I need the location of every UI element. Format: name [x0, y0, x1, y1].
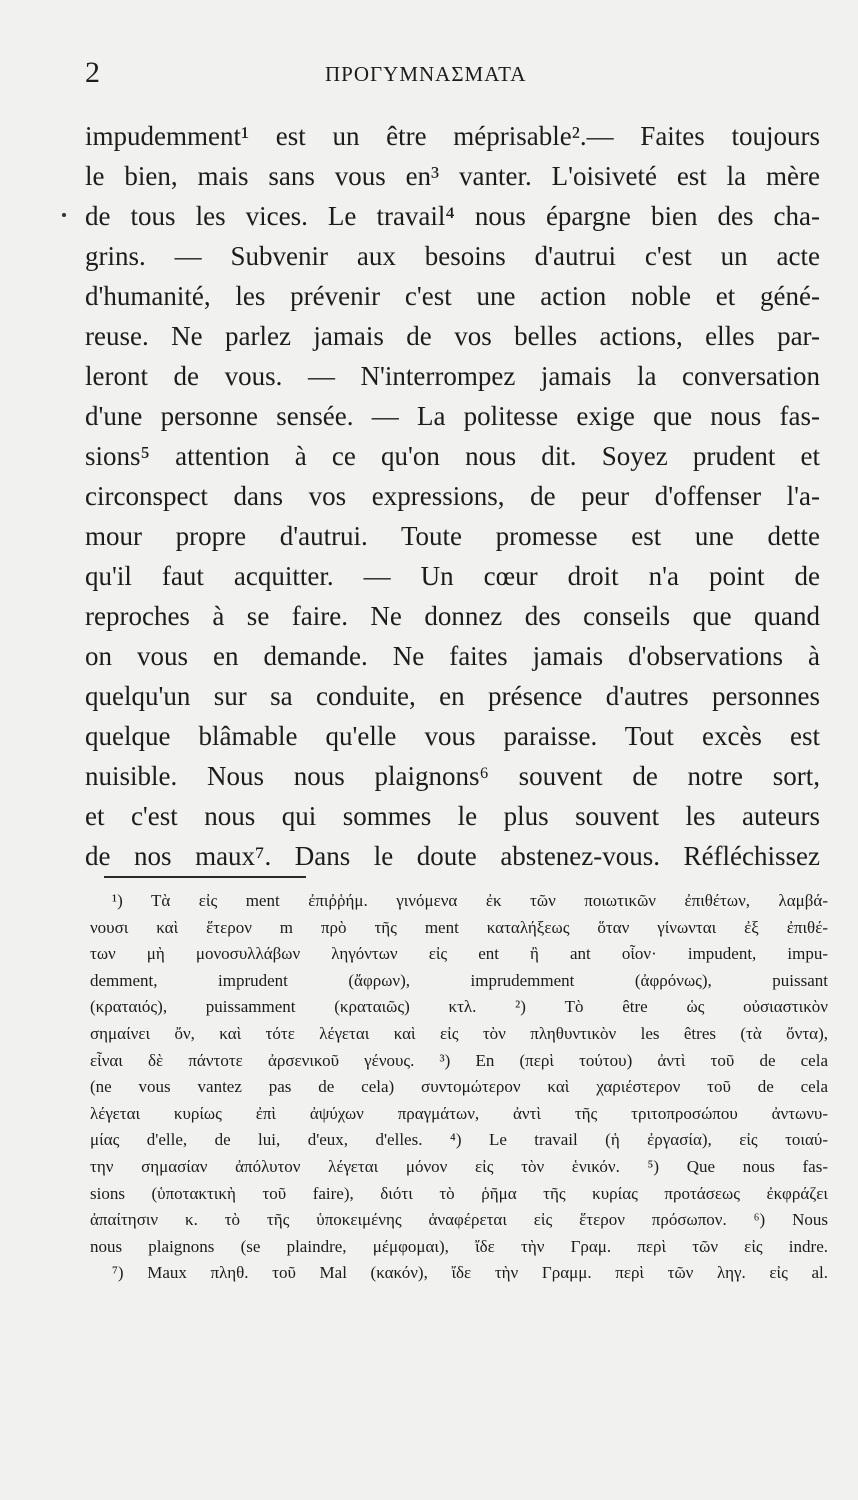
- text-line: et c'est nous qui sommes le plus souvent les auteurs: [85, 801, 820, 831]
- text-line: reproches à se faire. Ne donnez des conseils que quand: [85, 601, 820, 631]
- text-line: sions⁵ attention à ce qu'on nous dit. Soyez prudent et: [85, 441, 820, 471]
- footnote-line: ⁷) Maux πληθ. τοῦ Mal (κακόν), ἴδε τὴν Γραμμ. περὶ τῶν ληγ. εἰς al.: [112, 1263, 828, 1283]
- text-line: grins. — Subvenir aux besoins d'autrui c'est un acte: [85, 241, 820, 271]
- footnote-line: ¹) Τὰ εἰς ment ἐπιῤῥήμ. γινόμενα ἐκ τῶν ποιωτικῶν ἐπιθέτων, λαμβά-: [112, 891, 828, 910]
- text-line: leront de vous. — N'interrompez jamais la conversation: [85, 361, 820, 391]
- text-line: reuse. Ne parlez jamais de vos belles actions, elles par-: [85, 321, 820, 351]
- main-text: [85, 116, 820, 876]
- footnote-line: την σημασίαν ἀπόλυτον λέγεται μόνον εἰς τὸν ἑνικόν. ⁵) Que nous fas-: [90, 1156, 828, 1176]
- footnotes: [90, 888, 828, 1287]
- footnote-line: demment, imprudent (ἄφρων), imprudemment (ἀφρόνως), puissant: [90, 970, 828, 990]
- footnote-line: νουσι καὶ ἕτερον m πρὸ τῆς ment καταλήξεως ὅταν γίνωνται ἐξ ἐπιθέ-: [90, 917, 828, 937]
- footnote-divider: [104, 876, 306, 878]
- text-line: de tous les vices. Le travail⁴ nous épargne bien des cha-: [85, 201, 820, 231]
- footnote-line: λέγεται κυρίως ἐπὶ ἀψύχων πραγμάτων, ἀντὶ τῆς τριτοπροσώπου ἀντωνυ-: [90, 1103, 828, 1123]
- page-number: 2: [85, 56, 100, 89]
- text-line: quelqu'un sur sa conduite, en présence d'autres personnes: [85, 681, 820, 711]
- text-line: quelque blâmable qu'elle vous paraisse. Tout excès est: [85, 721, 820, 751]
- text-line: circonspect dans vos expressions, de peur d'offenser l'a-: [85, 481, 820, 511]
- text-line: mour propre d'autrui. Toute promesse est une dette: [85, 521, 820, 551]
- footnote-line: μίας d'elle, de lui, d'eux, d'elles. ⁴) Le travail (ἡ ἐργασία), εἰς τοιαύ-: [90, 1130, 828, 1150]
- footnote-line: sions (ὑποτακτικὴ τοῦ faire), διότι τὸ ῥῆμα τῆς κυρίας προτάσεως ἐκφράζει: [90, 1183, 828, 1203]
- text-line: le bien, mais sans vous en³ vanter. L'oisiveté est la mère: [85, 161, 820, 191]
- footnote-line: (κραταιός), puissamment (κραταιῶς) κτλ. ²) Τὸ être ὡς οὐσιαστικὸν: [90, 997, 828, 1017]
- footnote-line: ἀπαίτησιν κ. τὸ τῆς ὑποκειμένης ἀναφέρεται εἰς ἕτερον πρόσωπον. ⁶) Nous: [90, 1210, 828, 1230]
- footnote-line: σημαίνει ὄν, καὶ τότε λέγεται καὶ εἰς τὸν πληθυντικὸν les êtres (τὰ ὄντα),: [90, 1023, 828, 1043]
- margin-mark: [62, 213, 66, 217]
- footnote-line: εἶναι δὲ πάντοτε ἀρσενικοῦ γένους. ³) En (περὶ τούτου) ἀντὶ τοῦ de cela: [90, 1050, 828, 1070]
- text-line: d'une personne sensée. — La politesse exige que nous fas-: [85, 401, 820, 431]
- text-line: qu'il faut acquitter. — Un cœur droit n'a point de: [85, 561, 820, 591]
- text-line: nuisible. Nous nous plaignons⁶ souvent de notre sort,: [85, 761, 820, 791]
- text-line: on vous en demande. Ne faites jamais d'observations à: [85, 641, 820, 671]
- page-header: [85, 56, 798, 96]
- text-line: impudemment¹ est un être méprisable².— Faites toujours: [85, 121, 820, 151]
- footnote-line: (ne vous vantez pas de cela) συντομώτερον καὶ χαριέστερον τοῦ de cela: [90, 1077, 828, 1097]
- text-line: de nos maux⁷. Dans le doute abstenez-vous. Réfléchissez: [85, 841, 820, 871]
- footnote-line: των μὴ μονοσυλλάβων ληγόντων εἰς ent ἢ ant οἷον· impudent, impu-: [90, 944, 828, 964]
- footnote-line: nous plaignons (se plaindre, μέμφομαι), ἴδε τὴν Γραμ. περὶ τῶν εἰς indre.: [90, 1236, 828, 1256]
- text-line: d'humanité, les prévenir c'est une action noble et géné-: [85, 281, 820, 311]
- running-title: ΠΡΟΓΥΜΝΑΣΜΑΤΑ: [325, 62, 527, 86]
